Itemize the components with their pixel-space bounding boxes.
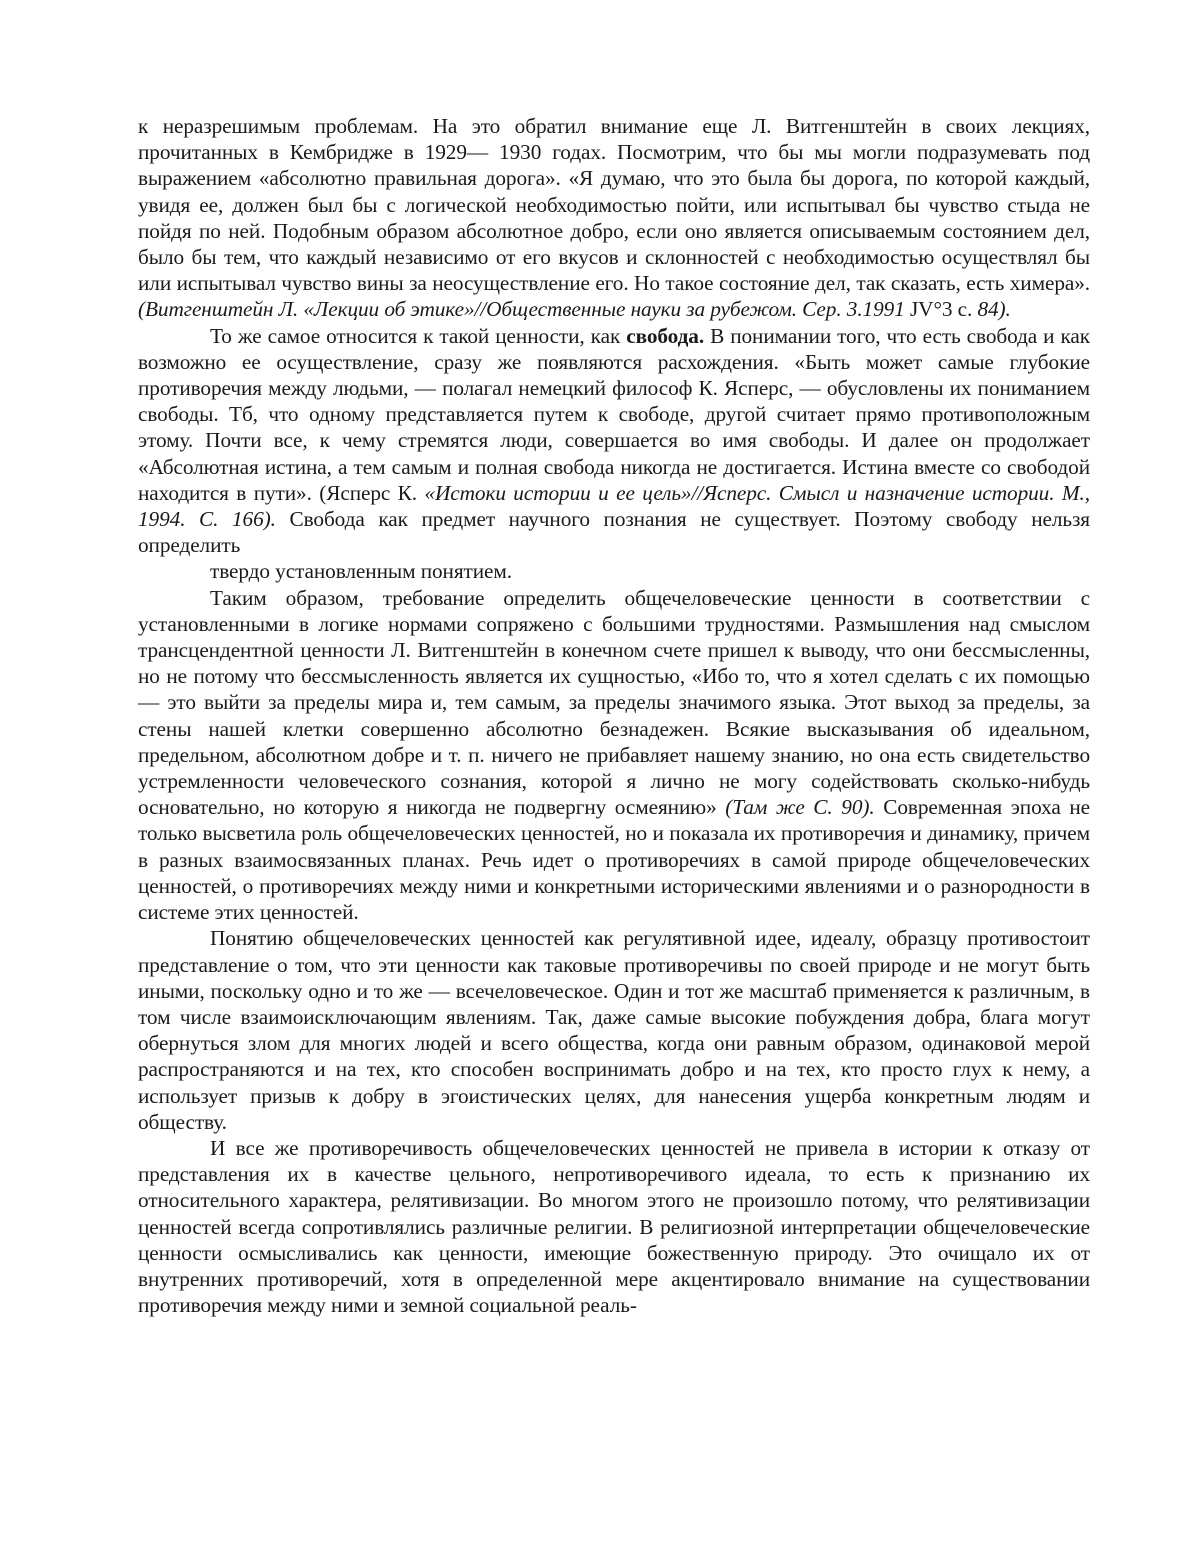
paragraph-4: Понятию общечеловеческих ценностей как регулятивной идее, идеалу, образцу противостоит представление о том, что эти ценности как таковые противоречивы по своей природе и не могут быть иными, поскольку одно и то же — всечеловеческое. Один и тот же масштаб применяется к различным, в том числе взаимоисключающим явлениям. Так, даже самые высокие побуждения добра, блага могут обернуться злом для многих людей и всего общества, когда они равным образом, одинаковой мерой распространяются и на тех, кто способен воспринимать добро и на тех, кто просто глух к нему, а использует призыв к добру в эгоистических целях, для нанесения ущерба конкретным людям и обществу. — [138, 926, 1090, 1134]
paragraph-2-tail: Свобода как предмет научного познания не существует. Поэтому свободу нельзя определить — [138, 507, 1090, 558]
paragraph-2-bold-term: свобода. — [626, 323, 705, 348]
paragraph-2-text: В понимании того, что есть свобода и как возможно ее осуществление, сразу же появляются расхождения. «Быть может самые глубокие противоречия между людьми, — полагал немецкий философ К. Ясперс, — обусловлены их пониманием свободы. Тб, что одному представляется путем к свободе, другой считает прямо противоположным этому. Почти все, к чему стремятся люди, совершается во имя свободы. И далее он продолжает «Абсолютная истина, а тем самым и полная свобода никогда не достигается. Истина вместе со свободой находится в пути». (Ясперс К. — [138, 323, 1091, 505]
paragraph-1 — [138, 113, 1090, 323]
paragraph-2-continuation: твердо установленным понятием. — [210, 559, 512, 584]
paragraph-1-text: к неразрешимым проблемам. На это обратил внимание еще Л. Витгенштейн в своих лекциях, прочитанных в Кембридже в 1929— 1930 годах. Посмотрим, что бы мы могли подразумевать под выражением «абсолютно правильная дорога». «Я думаю, что это была бы дорога, по которой каждый, увидя ее, должен был бы с логической необходимостью пойти, или испытывал бы чувство стыда не пойдя по ней. Подобным образом абсолютное добро, если оно является описываемым состоянием дел, было бы тем, что каждый независимо от его вкусов и склонностей с необходимостью осуществлял бы или испытывал чувство вины за неосуществление его. Но такое состояние дел, так сказать, есть химера». — [138, 114, 1090, 296]
paragraph-3-text: Таким образом, требование определить общечеловеческие ценности в соответствии с установленными в логике нормами сопряжено с большими трудностями. Размышления над смыслом трансцендентной ценности Л. Витгенштейн в конечном счете пришел к выводу, что они бессмысленны, но не потому что бессмысленность является их сущностью, «Ибо то, что я хотел сделать с их помощью — это выйти за пределы мира и, тем самым, за пределы значимого языка. Этот выход за пределы, за стены нашей клетки совершенно абсолютно безнадежен. Всякие высказывания об идеальном, предельном, абсолютном добре и т. п. ничего не прибавляет нашему знанию, но она есть свидетельство устремленности человеческого сознания, которой я лично не могу содействовать сколько-нибудь основательно, но которую я никогда не подвергну осмеянию» — [138, 585, 1090, 820]
document-page — [138, 113, 1090, 1318]
paragraph-1-citation-page: 84). — [977, 297, 1011, 322]
paragraph-3 — [138, 585, 1090, 926]
paragraph-3-tail: Современная эпоха не только высветила роль общечеловеческих ценностей, но и показала их противоречия и динамику, причем в разных взаимосвязанных планах. Речь идет о противоречиях в самой природе общечеловеческих ценностей, о противоречиях между ними и конкретными историческими явлениями и о разнородности в системе этих ценностей. — [138, 795, 1091, 925]
paragraph-2-citation: «Истоки истории и ее цель»//Ясперс. Смысл и назначение истории. М., 1994. С. 166). — [138, 480, 1090, 532]
paragraph-2 — [138, 323, 1090, 559]
paragraph-1-citation-number: JV°3 с. — [909, 297, 973, 322]
paragraph-1-citation: (Витгенштейн Л. «Лекции об этике»//Общественные науки за рубежом. Сер. 3.1991 — [138, 297, 905, 322]
paragraph-5: И все же противоречивость общечеловеческих ценностей не привела в истории к отказу от представления их в качестве цельного, непротиворечивого идеала, то есть к признанию их относительного характера, релятивизации. Во многом этого не произошло потому, что релятивизации ценностей всегда сопротивлялись различные религии. В религиозной интерпретации общечеловеческие ценности осмысливались как ценности, имеющие божественную природу. Это очищало их от внутренних противоречий, хотя в определенной мере акцентировало внимание на существовании противоречия между ними и земной социальной реаль- — [138, 1135, 1090, 1318]
paragraph-2-lead: То же самое относится к такой ценности, как — [210, 323, 621, 348]
paragraph-3-citation: (Там же С. 90). — [725, 795, 875, 820]
